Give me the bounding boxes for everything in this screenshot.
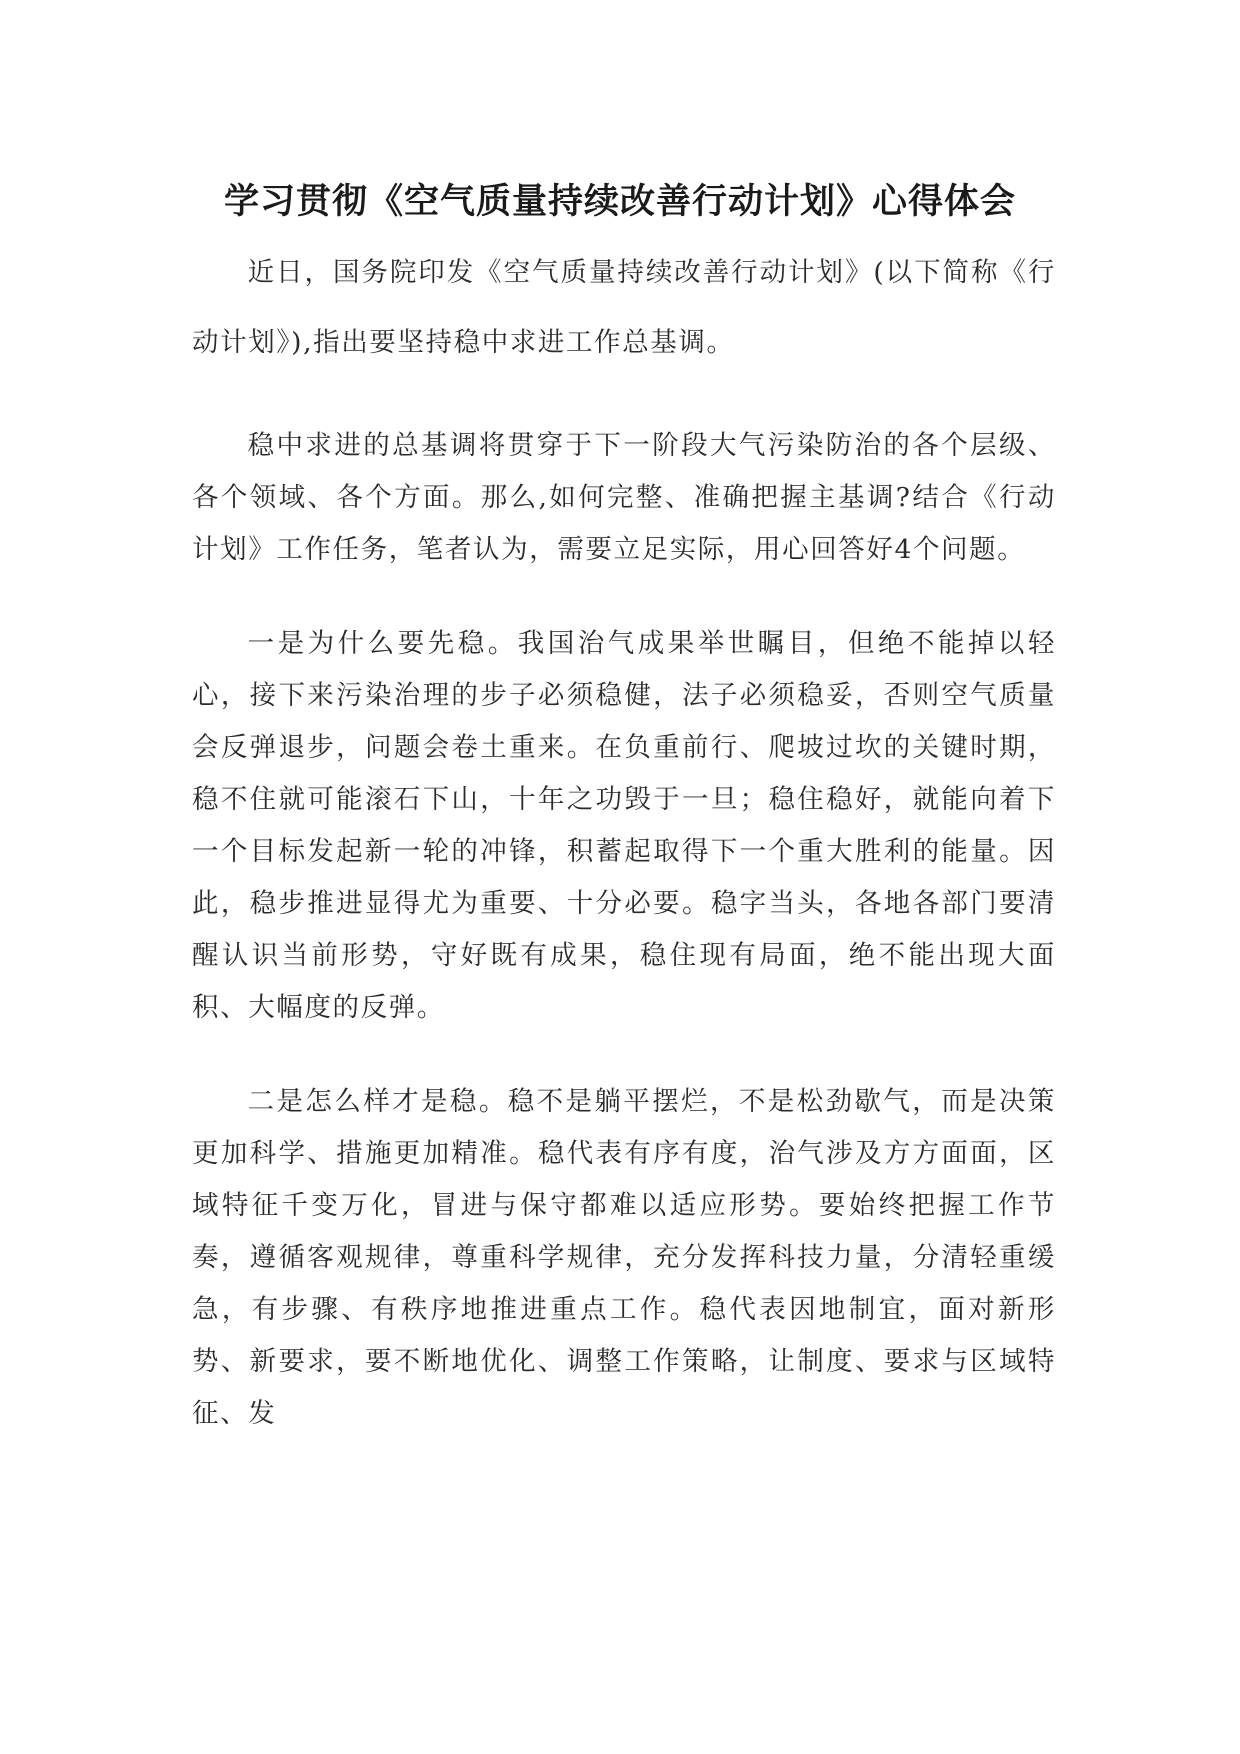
document-title: 学习贯彻《空气质量持续改善行动计划》心得体会	[223, 182, 1016, 222]
document-body	[192, 238, 1056, 1440]
paragraph-how-stable: 二是怎么样才是稳。稳不是躺平摆烂，不是松劲歇气，而是决策更加科学、措施更加精准。稳代表有序有度，治气涉及方方面面，区域特征千变万化，冒进与保守都难以适应形势。要始终把握工作节奏，遵循客观规律，尊重科学规律，充分发挥科技力量，分清轻重缓急，有步骤、有秩序地推进重点工作。稳代表因地制宜，面对新形势、新要求，要不断地优化、调整工作策略，让制度、要求与区域特征、发	[192, 1086, 1056, 1429]
paragraph-keynote: 稳中求进的总基调将贯穿于下一阶段大气污染防治的各个层级、各个领域、各个方面。那么,如何完整、准确把握主基调?结合《行动计划》工作任务，笔者认为，需要立足实际，用心回答好4个问题。	[192, 430, 1056, 565]
paragraph-why-stable: 一是为什么要先稳。我国治气成果举世瞩目，但绝不能掉以轻心，接下来污染治理的步子必须稳健，法子必须稳妥，否则空气质量会反弹退步，问题会卷土重来。在负重前行、爬坡过坎的关键时期，稳不住就可能滚石下山，十年之功毁于一旦；稳住稳好，就能向着下一个目标发起新一轮的冲锋，积蓄起取得下一个重大胜利的能量。因此，稳步推进显得尤为重要、十分必要。稳字当头，各地各部门要清醒认识当前形势，守好既有成果，稳住现有局面，绝不能出现大面积、大幅度的反弹。	[192, 628, 1056, 1023]
paragraph-intro: 近日，国务院印发《空气质量持续改善行动计划》(以下简称《行动计划》),指出要坚持稳中求进工作总基调。	[192, 257, 1056, 358]
